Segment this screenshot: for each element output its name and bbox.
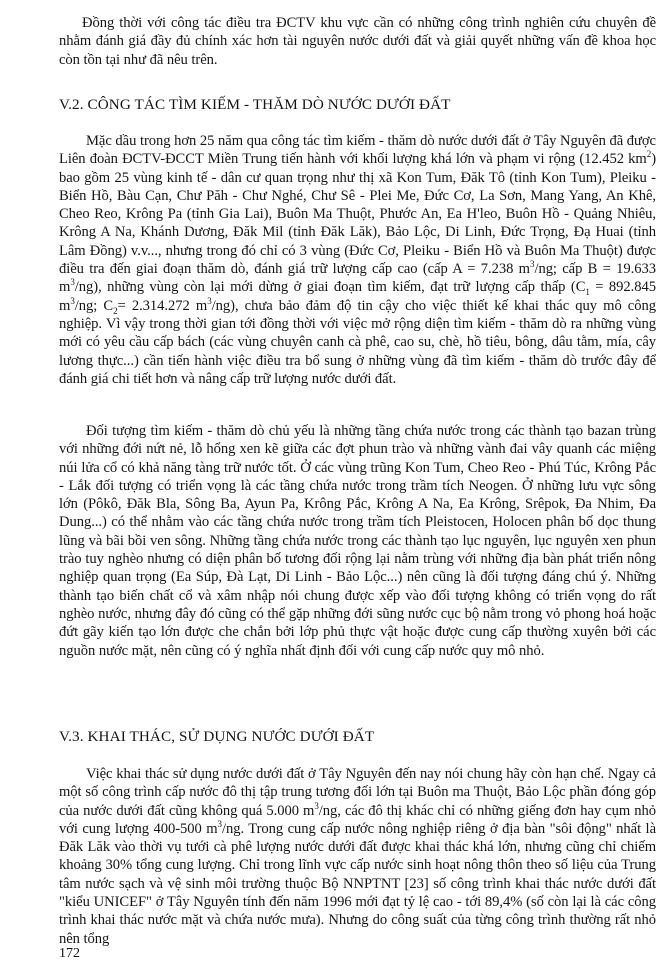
v2-p1-sup-sq: 2 (646, 149, 652, 160)
v2-p1-sup-cube-2: 3 (70, 277, 75, 288)
v2-paragraph-1 (59, 132, 656, 388)
v2-p1-sup-cube-4: 3 (207, 295, 212, 306)
v2-p1-text-e: = 892.845 m (59, 279, 657, 314)
v3-p1-text-b: /ng, các đô thị khác chỉ có những giếng đơn hay cụm nhỏ với cung lượng 400-500 m (59, 802, 656, 837)
v3-p1-sup-cube-1: 3 (314, 800, 319, 811)
v2-p2-text: Đối tượng tìm kiếm - thăm dò chủ yếu là những tầng chứa nước trong các thành tạo bazan trùng với những đới nứt nẻ, lỗ hổng xen kẽ giữa các đợt phun trào và những vành đai vây quanh các miệng núi lửa cổ có khả năng tàng trữ nước tốt. Ở các vùng trũng Kon Tum, Cheo Reo - Phú Túc, Krông Pắc - Lắk đối tượng có triển vọng là các tầng chứa nước trong trầm tích Neogen. Ở những lưu vực sông lớn (Pôkô, Đăk Bla, Sông Ba, Ayun Pa, Krông Pắc, Krông A Na, Ea Krông, Srêpok, Đa Nhim, Đa Dung...) có thể nhằm vào các tầng chứa nước trong trầm tích Pleistocen, Holocen phân bố dọc thung lũng và bãi bồi ven sông. Những tầng chứa nước trong các thành tạo lục nguyên, lục nguyên xen phun trào tuy nghèo nhưng có diện phân bố tương đối rộng lại nằm trùng với những địa bàn phát triển nông nghiệp quan trọng (Ea Súp, Đà Lạt, Di Linh - Bảo Lộc...) nên cũng là đối tượng đáng chú ý. Những thành tạo biến chất cổ và xâm nhập nói chung được xếp vào đối tượng không có triển vọng do rất nghèo nước, nhưng đây đó cũng có thể gặp những đới sũng nước cục bộ nằm trong vỏ phong hoá hoặc đứt gãy kiến tạo lớn được che chắn bởi lớp phủ thực vật hoặc được cung cấp thường xuyên bởi các nguồn nước mặt, nên cũng có ý nghĩa nhất định đối với cung cấp nước quy mô nhỏ. (59, 423, 656, 659)
v2-p1-text-d: /ng), những vùng còn lại mới dừng ở giai đoạn tìm kiếm, đạt trữ lượng cấp thấp (C (74, 279, 586, 296)
v3-p1-text-c: /ng. Trong cung cấp nước nông nghiệp riêng ở địa bàn "sôi động" nhất là Đăk Lăk vào thời vụ tưới cà phê lượng nước dưới đất được khai thác khá lớn, nhưng cũng chỉ chiếm khoảng 30% tổng cung lượng. Chỉ trong lĩnh vực cấp nước sinh hoạt nông thôn theo số liệu của Trung tâm nước sạch và vệ sinh môi trường thuộc Bộ NNPTNT [23] số công trình khai thác nước dưới đất "kiểu UNICEF" ở Tây Nguyên tính đến năm 1996 mới đạt tỷ lệ cao - tới 89,4% (số còn lại là các công trình khai thác nước mặt và chứa nước mưa). Nhưng do công suất của từng công trình thường rất nhỏ nên tổng (59, 820, 656, 947)
v2-paragraph-2 (59, 422, 656, 660)
v3-p1-text-a: Việc khai thác sử dụng nước dưới đất ở Tây Nguyên đến nay nói chung hãy còn hạn chế. Ngay cả một số công trình cấp nước đô thị tập trung tương đối lớn tại Buôn ma Thuột, Bảo Lộc phần đóng góp của nước dưới đất cũng không quá 5.000 m (59, 766, 656, 819)
v2-p1-sup-cube-1: 3 (529, 259, 535, 270)
page-number: 172 (59, 946, 80, 961)
v2-p1-text-f: /ng; C (74, 297, 114, 314)
v2-p1-text-b: ) bao gồm 25 vùng kinh tế - dân cư quan trọng như thị xã Kon Tum, Đăk Tô (tỉnh Kon Tum), Pleiku - Biển Hồ, Bàu Cạn, Chư Păh - Chư Nghé, Chư Sê - Plei Me, Đức Cơ, La Sơn, Mang Yang, An Khê, Cheo Reo, Krông Pa (tỉnh Gia Lai), Buôn Ma Thuột, Phước An, Ea H'leo, Buôn Hồ - Quảng Nhiêu, Krông A Na, Khánh Dương, Đăk Mil (tỉnh Đăk Lăk), Bảo Lộc, Di Linh, Đức Trọng, Đạ Huai (tỉnh Lâm Đồng) v.v..., nhưng trong đó chỉ có 3 vùng (Đức Cơ, Pleiku - Biển Hồ và Buôn Ma Thuột) được điều tra đến giai đoạn thăm dò, đánh giá trữ lượng cấp cao (cấp A = 7.238 m (59, 151, 656, 278)
v2-p1-text-g: = 2.314.272 m (117, 297, 208, 314)
v2-p1-text-c: /ng; cấp B = 19.633 m (59, 261, 656, 296)
v2-p1-text-a: Mặc dầu trong hơn 25 năm qua công tác tìm kiếm - thăm dò nước dưới đất ở Tây Nguyên đã được Liên đoàn ĐCTV-ĐCCT Miền Trung tiến hành với khối lượng khá lớn và phạm vi rộng (12.452 km (59, 133, 656, 168)
intro-paragraph (59, 14, 656, 69)
v3-p1-sup-cube-2: 3 (217, 819, 222, 830)
v2-p1-text-h: /ng), chưa bảo đảm độ tin cậy cho việc thiết kế khai thác quy mô công nghiệp. Vì vậy trong thời gian tới đồng thời với việc mở rộng diện tìm kiếm - thăm dò ra những vùng mới có yêu cầu cấp bách (các vùng chuyên canh cà phê, cao su, chè, hồ tiêu, bông, dâu tằm, mía, cây lương thực...) cần tiến hành việc điều tra bổ sung ở những vùng đã tìm kiếm - thăm dò trước đây để đánh giá chi tiết hơn và nâng cấp trữ lượng nước dưới đất. (59, 297, 656, 387)
v2-p1-sub-1: 1 (585, 287, 590, 298)
section-heading-v2: V.2. CÔNG TÁC TÌM KIẾM - THĂM DÒ NƯỚC DƯỚI ĐẤT (59, 96, 451, 113)
v3-paragraph-1 (59, 765, 656, 948)
intro-text: Đồng thời với công tác điều tra ĐCTV khu vực cần có những công trình nghiên cứu chuyên đề nhằm đánh giá đầy đủ chính xác hơn tài nguyên nước dưới đất và giải quyết những vấn đề khoa học còn tồn tại như đã nêu trên. (59, 15, 656, 68)
section-heading-v3: V.3. KHAI THÁC, SỬ DỤNG NƯỚC DƯỚI ĐẤT (59, 728, 375, 745)
v2-p1-sup-cube-3: 3 (70, 295, 75, 306)
v2-p1-sub-2: 2 (113, 305, 118, 316)
